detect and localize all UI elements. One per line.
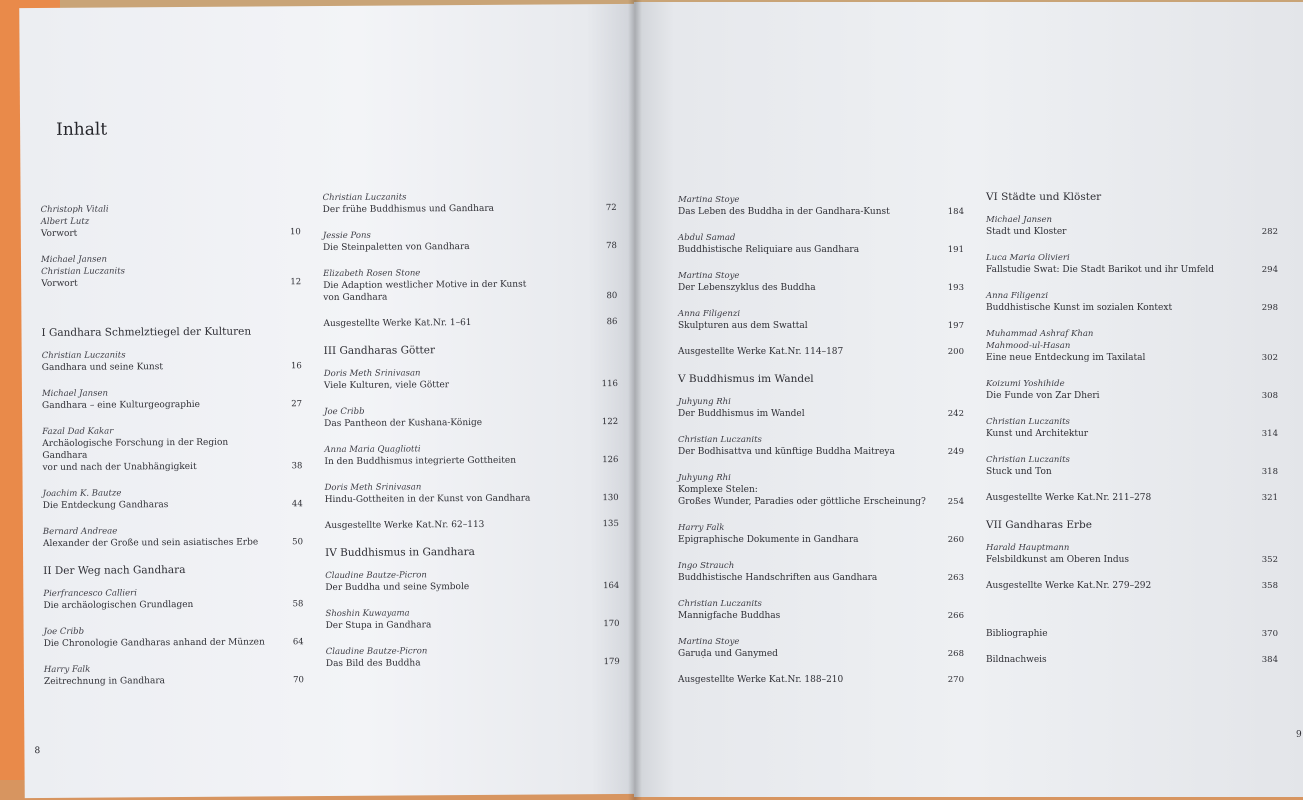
entry-title: Hindu-Gottheiten in der Kunst von Gandhara [324, 493, 531, 506]
entry-author: Doris Meth Srinivasan [324, 482, 422, 494]
toc-spacer [41, 302, 301, 326]
toc-entry[interactable] [325, 518, 619, 532]
entry-title: von Gandhara [323, 292, 388, 304]
entry-author: Christian Luczanits [41, 350, 126, 362]
entry-page-number: 122 [601, 416, 619, 428]
entry-title: Mannigfache Buddhas [678, 611, 781, 621]
entry-page-number: 64 [292, 637, 304, 648]
entry-title: Die Entdeckung Gandharas [42, 500, 169, 512]
toc-entry[interactable] [323, 266, 617, 304]
toc-entry[interactable] [986, 542, 1278, 566]
entry-title: Vorwort [40, 228, 78, 240]
entry-author: Christian Luczanits [986, 455, 1070, 465]
entry-author: Harry Falk [43, 664, 91, 676]
entry-page-number: 263 [947, 573, 964, 583]
toc-entry[interactable] [325, 568, 619, 594]
entry-page-number: 70 [293, 675, 304, 686]
toc-entry[interactable] [42, 348, 302, 374]
entry-title: Eine neue Entdeckung im Taxilatal [986, 353, 1146, 363]
section-heading: I Gandhara Schmelztiegel der Kulturen [41, 325, 252, 340]
toc-entry[interactable] [323, 190, 617, 216]
entry-author: Harald Hauptmann [986, 543, 1070, 553]
entry-page-number: 197 [947, 321, 964, 331]
section-heading: III Gandharas Götter [323, 344, 436, 358]
entry-author: Christian Luczanits [678, 599, 762, 609]
section-heading: IV Buddhismus in Gandhara [325, 545, 475, 560]
entry-title: Epigraphische Dokumente in Gandhara [678, 535, 859, 545]
entry-title: Alexander der Große und sein asiatisches Erbe [42, 537, 259, 550]
entry-page-number: 370 [1261, 629, 1278, 639]
toc-entry[interactable] [43, 524, 303, 550]
entry-author: Harry Falk [678, 523, 725, 533]
entry-page-number: 270 [947, 675, 964, 685]
toc-entry[interactable] [326, 644, 620, 670]
entry-page-number: 80 [606, 290, 618, 302]
entry-title: Das Pantheon der Kushana-Könige [324, 417, 483, 430]
entry-author: Abdul Samad [678, 233, 736, 243]
section-heading: VII Gandharas Erbe [986, 519, 1092, 531]
entry-author: Christian Luczanits [678, 435, 762, 445]
entry-page-number: 12 [290, 277, 302, 288]
book-gutter [628, 0, 642, 800]
entry-author: Juhyung Rhi [678, 397, 731, 407]
section-heading: II Der Weg nach Gandhara [43, 564, 186, 578]
entry-title: Buddhistische Handschriften aus Gandhara [678, 573, 878, 583]
toc-column-1 [41, 202, 304, 702]
entry-author: Anna Filigenzi [986, 291, 1049, 301]
entry-author: Christoph Vitali [40, 204, 109, 216]
entry-page-number: 302 [1261, 353, 1278, 363]
section-heading: V Buddhismus im Wandel [678, 373, 814, 385]
entry-author: Martina Stoye [678, 637, 740, 647]
entry-page-number: 193 [947, 283, 964, 293]
entry-title: Vorwort [41, 278, 78, 290]
entry-title: Bibliographie [986, 629, 1048, 639]
entry-page-number: 268 [947, 649, 964, 659]
entry-author: Pierfrancesco Callieri [43, 588, 137, 600]
toc-entry[interactable] [44, 662, 304, 688]
entry-title: Der Buddha und seine Symbole [325, 582, 470, 594]
entry-title: Buddhistische Reliquiare aus Gandhara [678, 245, 860, 255]
entry-title: Großes Wunder, Paradies oder göttliche Erscheinung? [678, 497, 926, 507]
toc-entry[interactable] [678, 472, 964, 508]
toc-entry[interactable] [323, 228, 617, 254]
entry-title: Viele Kulturen, viele Götter [323, 380, 450, 392]
entry-page-number: 282 [1261, 227, 1278, 237]
entry-author: Fazal Dad Kakar [42, 426, 114, 438]
toc-entry[interactable] [44, 624, 304, 650]
toc-entry[interactable] [324, 442, 618, 468]
entry-title: Der Lebenszyklus des Buddha [678, 283, 816, 293]
entry-author: Doris Meth Srinivasan [323, 368, 421, 380]
toc-entry[interactable] [986, 416, 1278, 440]
toc-entry[interactable] [325, 606, 619, 632]
entry-author: Albert Lutz [40, 216, 90, 228]
entry-author: Joe Cribb [43, 626, 85, 638]
entry-author: Shoshin Kuwayama [325, 608, 410, 620]
entry-author: Claudine Bautze-Picron [325, 570, 427, 582]
entry-author: Anna Maria Quagliotti [324, 444, 421, 456]
entry-page-number: 184 [947, 207, 964, 217]
entry-title: Ausgestellte Werke Kat.Nr. 114–187 [678, 347, 844, 357]
entry-page-number: 249 [947, 447, 964, 457]
entry-author: Joe Cribb [324, 406, 365, 418]
toc-entry[interactable] [678, 674, 964, 686]
entry-page-number: 72 [605, 202, 617, 214]
entry-page-number: 260 [947, 535, 964, 545]
entry-title: Garuḍa und Ganymed [678, 649, 778, 659]
entry-title: Die Steinpaletten von Gandhara [322, 242, 470, 254]
entry-page-number: 318 [1261, 467, 1278, 477]
entry-author: Michael Jansen [40, 254, 108, 266]
entry-page-number: 27 [291, 399, 303, 410]
entry-title: Skulpturen aus dem Swattal [678, 321, 808, 331]
toc-entry[interactable] [43, 586, 303, 612]
entry-page-number: 294 [1261, 265, 1278, 275]
entry-page-number: 10 [289, 227, 301, 238]
entry-page-number: 86 [606, 316, 618, 328]
entry-author: Bernard Andreae [42, 526, 118, 538]
entry-title: Der Buddhismus im Wandel [678, 409, 805, 419]
entry-title: Ausgestellte Werke Kat.Nr. 211–278 [986, 493, 1152, 503]
toc-entry[interactable] [678, 308, 964, 332]
toc-entry[interactable] [678, 396, 964, 420]
toc-entry[interactable] [678, 194, 964, 218]
entry-page-number: 78 [606, 240, 617, 252]
toc-entry[interactable] [678, 232, 964, 256]
entry-page-number: 254 [947, 497, 964, 507]
entry-title: Die archäologischen Grundlagen [43, 599, 194, 612]
entry-page-number: 358 [1261, 581, 1278, 591]
entry-title: Ausgestellte Werke Kat.Nr. 62–113 [324, 519, 485, 532]
entry-title: Komplexe Stelen: [678, 485, 758, 495]
toc-entry[interactable] [986, 252, 1278, 276]
entry-page-number: 384 [1261, 655, 1278, 665]
entry-title: Die Chronologie Gandharas anhand der Münzen [43, 637, 265, 650]
toc-column-3 [678, 194, 964, 700]
toc-entry[interactable] [41, 202, 301, 240]
entry-author: Joachim K. Bautze [42, 488, 122, 500]
toc-entry[interactable] [986, 492, 1278, 504]
entry-author: Michael Jansen [986, 215, 1052, 225]
toc-entry[interactable] [986, 628, 1278, 640]
entry-title: Der Stupa in Gandhara [325, 620, 432, 632]
entry-author: Jessie Pons [322, 230, 371, 242]
toc-column-2 [323, 190, 620, 684]
toc-entry[interactable] [678, 560, 964, 584]
entry-title: Gandhara und seine Kunst [41, 362, 163, 374]
toc-entry[interactable] [42, 424, 302, 474]
entry-title: Bildnachweis [986, 655, 1047, 665]
toc-entry[interactable] [325, 480, 619, 506]
entry-page-number: 179 [603, 656, 620, 668]
entry-title: Ausgestellte Werke Kat.Nr. 279–292 [986, 581, 1152, 591]
toc-entry[interactable] [41, 252, 301, 290]
toc-column-4 [986, 190, 1278, 680]
entry-author: Claudine Bautze-Picron [325, 646, 428, 658]
entry-author: Martina Stoye [678, 195, 740, 205]
entry-title: Der frühe Buddhismus und Gandhara [322, 203, 495, 216]
toc-entry[interactable] [678, 598, 964, 622]
toc-entry[interactable] [678, 636, 964, 660]
entry-title: Kunst und Architektur [986, 429, 1089, 439]
toc-entry[interactable] [678, 522, 964, 546]
entry-page-number: 352 [1261, 555, 1278, 565]
entry-page-number: 314 [1261, 429, 1278, 439]
toc-spacer [986, 606, 1278, 628]
entry-title: vor und nach der Unabhängigkeit [42, 461, 197, 474]
entry-author: Elizabeth Rosen Stone [323, 268, 421, 280]
entry-title: Der Bodhisattva und künftige Buddha Maitreya [678, 447, 895, 457]
entry-title: Ausgestellte Werke Kat.Nr. 1–61 [323, 318, 472, 330]
entry-title: Die Funde von Zar Dheri [986, 391, 1100, 401]
entry-author: Juhyung Rhi [678, 473, 731, 483]
entry-author: Christian Luczanits [322, 192, 407, 204]
entry-page-number: 116 [601, 378, 618, 390]
entry-page-number: 242 [947, 409, 964, 419]
entry-page-number: 38 [291, 461, 303, 472]
entry-title: Die Adaption westlicher Motive in der Kunst [323, 279, 527, 292]
toc-entry[interactable] [986, 328, 1278, 364]
entry-author: Koizumi Yoshihide [986, 379, 1065, 389]
entry-page-number: 130 [602, 492, 619, 504]
entry-page-number: 58 [292, 599, 304, 610]
entry-page-number: 298 [1261, 303, 1278, 313]
toc-entry[interactable] [986, 214, 1278, 238]
toc-entry[interactable] [678, 270, 964, 294]
entry-title: Stuck und Ton [986, 467, 1052, 477]
entry-page-number: 191 [947, 245, 964, 255]
entry-author: Christian Luczanits [986, 417, 1070, 427]
entry-page-number: 266 [947, 611, 964, 621]
entry-author: Christian Luczanits [41, 266, 126, 278]
entry-title: Stadt und Kloster [986, 227, 1067, 237]
entry-author: Michael Jansen [41, 388, 108, 400]
toc-entry[interactable] [324, 404, 618, 430]
toc-entry[interactable] [986, 654, 1278, 666]
entry-page-number: 50 [292, 537, 304, 548]
toc-entry[interactable] [42, 386, 302, 412]
entry-author: Anna Filigenzi [678, 309, 741, 319]
entry-page-number: 164 [603, 580, 620, 592]
entry-title: Gandhara – eine Kulturgeographie [41, 399, 201, 412]
toc-heading: Inhalt [56, 119, 108, 140]
toc-entry[interactable] [986, 378, 1278, 402]
entry-author: Luca Maria Olivieri [986, 253, 1070, 263]
entry-title: Buddhistische Kunst im sozialen Kontext [986, 303, 1173, 313]
section-heading: VI Städte und Klöster [986, 191, 1102, 203]
right-page [634, 2, 1303, 797]
entry-page-number: 170 [603, 618, 620, 630]
toc-entry[interactable] [986, 580, 1278, 592]
entry-title: In den Buddhismus integrierte Gottheiten [324, 455, 517, 468]
entry-page-number: 44 [291, 499, 303, 510]
toc-entry[interactable] [986, 290, 1278, 314]
left-page [19, 4, 641, 798]
toc-entry[interactable] [678, 434, 964, 458]
entry-author: Ingo Strauch [678, 561, 735, 571]
entry-page-number: 308 [1261, 391, 1278, 401]
entry-title: Ausgestellte Werke Kat.Nr. 188–210 [678, 675, 844, 685]
toc-entry[interactable] [323, 316, 617, 330]
toc-entry[interactable] [678, 346, 964, 358]
folio-right: 9 [1296, 730, 1302, 740]
entry-title: Das Leben des Buddha in der Gandhara-Kunst [678, 207, 890, 217]
entry-page-number: 321 [1261, 493, 1278, 503]
entry-page-number: 126 [602, 454, 619, 466]
entry-author: Mahmood-ul-Hasan [986, 341, 1071, 351]
folio-left: 8 [34, 746, 41, 757]
toc-entry[interactable] [43, 486, 303, 512]
entry-page-number: 200 [947, 347, 964, 357]
entry-author: Martina Stoye [678, 271, 740, 281]
entry-title: Zeitrechnung in Gandhara [43, 676, 166, 688]
entry-title: Felsbildkunst am Oberen Indus [986, 555, 1130, 565]
entry-author: Muhammad Ashraf Khan [986, 329, 1094, 339]
entry-title: Fallstudie Swat: Die Stadt Barikot und ihr Umfeld [986, 265, 1215, 275]
entry-title: Archäologische Forschung in der Region Gandhara [42, 437, 229, 462]
toc-entry[interactable] [986, 454, 1278, 478]
entry-page-number: 135 [602, 518, 619, 530]
entry-page-number: 16 [290, 361, 302, 372]
entry-title: Das Bild des Buddha [325, 658, 421, 670]
toc-entry[interactable] [324, 366, 618, 392]
